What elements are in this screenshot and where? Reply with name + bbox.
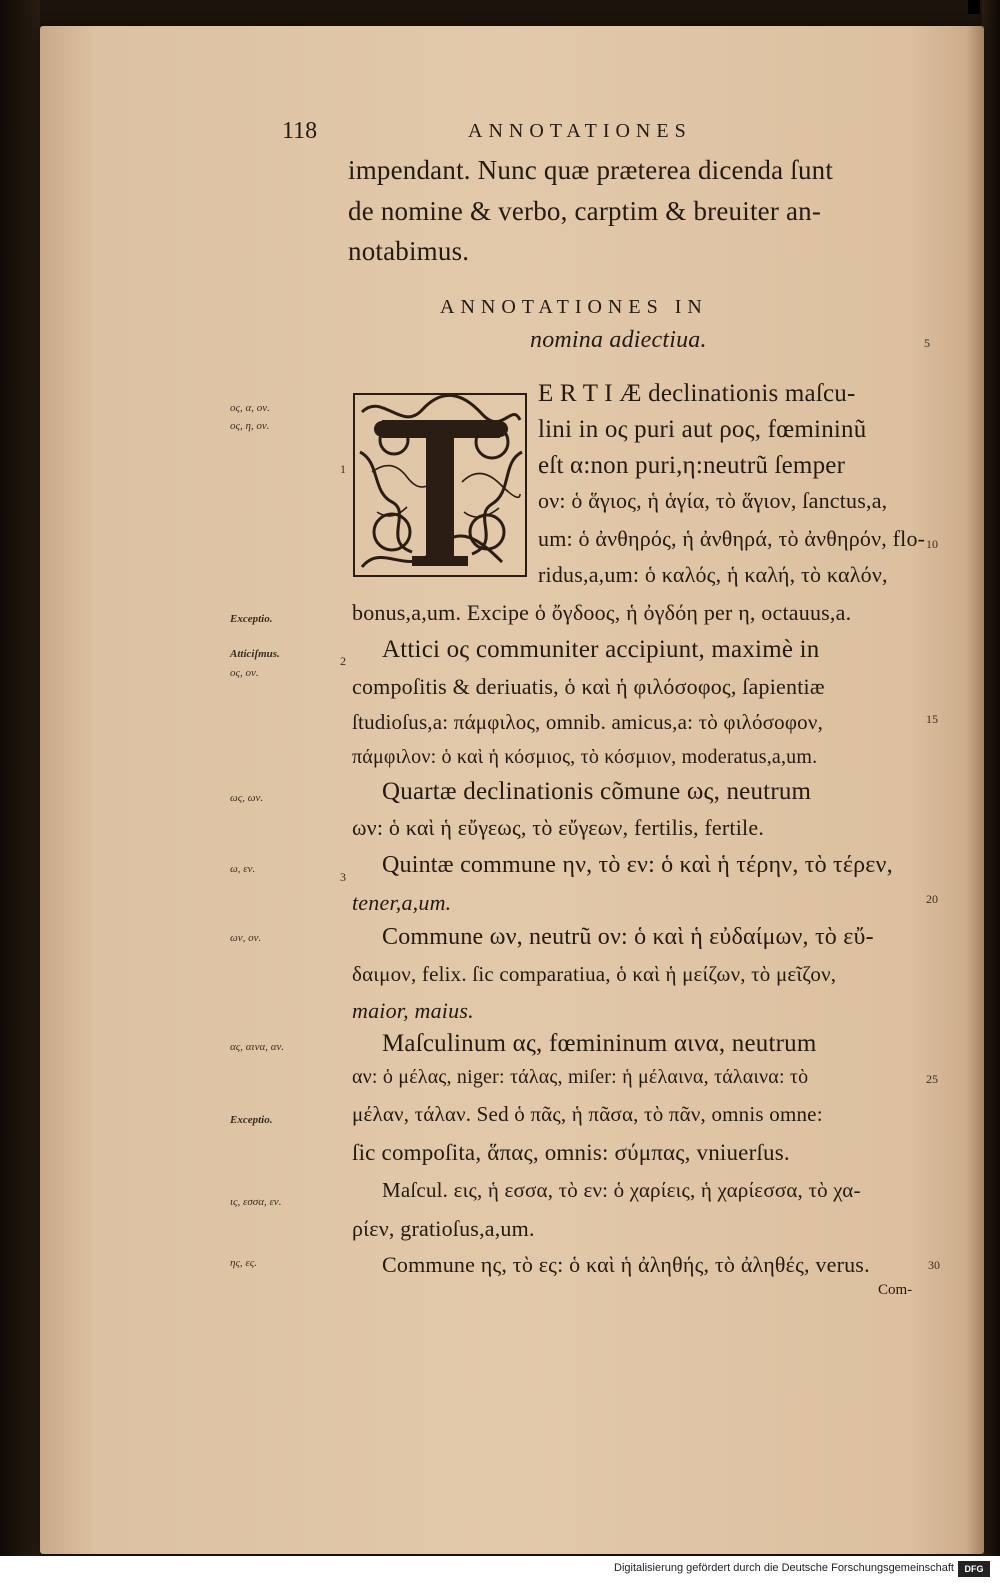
body-line: αν: ὁ μέλας, niger: τάλας, miſer: ἡ μέλαινα, τάλαινα: τὸ bbox=[352, 1066, 809, 1088]
body-line: ſtudioſus,a: πάμφιλος, omnib. amicus,a: τὸ φιλόσοφον, bbox=[352, 710, 824, 734]
decorated-initial-t bbox=[352, 392, 528, 578]
body-line: ων: ὁ καὶ ἡ εὔγεως, τὸ εὔγεων, fertilis, fertile. bbox=[352, 815, 765, 840]
margin-note: ος, ον. bbox=[230, 667, 259, 679]
scan-color-bar bbox=[968, 0, 980, 14]
book-edge-right bbox=[982, 0, 1000, 1584]
body-line: ſic compoſita, ἅπας, omnis: σύμπας, vniuerſus. bbox=[352, 1140, 790, 1165]
body-line: Quartæ declinationis cõmune ως, neutrum bbox=[382, 778, 812, 805]
body-line: Maſcul. εις, ἡ εσσα, τὸ εν: ὁ χαρίεις, ἡ χαρίεσσα, τὸ χα- bbox=[382, 1178, 861, 1202]
margin-note: ις, εσσα, εν. bbox=[230, 1196, 282, 1208]
margin-note-exceptio: Exceptio. bbox=[230, 613, 273, 625]
margin-note: ως, ων. bbox=[230, 792, 264, 804]
body-line: Commune ων, neutrũ ον: ὁ καὶ ἡ εὐδαίμων, τὸ εὔ- bbox=[382, 924, 874, 950]
body-line: Commune ης, τὸ ες: ὁ καὶ ἡ ἀληθής, τὸ ἀληθές, verus. bbox=[382, 1252, 870, 1277]
book-spine-shadow bbox=[0, 0, 40, 1584]
margin-note: ω, εν. bbox=[230, 863, 256, 875]
footer-credit: Digitalisierung gefördert durch die Deutsche Forschungsgemeinschaft bbox=[614, 1562, 954, 1574]
line-number: 15 bbox=[926, 712, 938, 726]
margin-note: ων, ον. bbox=[230, 932, 262, 944]
margin-note-exceptio: Exceptio. bbox=[230, 1114, 273, 1126]
body-line: E R T I Æ declinationis maſcu- bbox=[538, 380, 856, 407]
running-title: ANNOTATIONES bbox=[468, 120, 692, 142]
margin-note-atticismus: Atticiſmus. bbox=[230, 648, 280, 660]
body-line: ρίεν, gratioſus,a,um. bbox=[352, 1216, 535, 1241]
body-line: bonus,a,um. Excipe ὁ ὄγδοος, ἡ ὀγδόη per η, octauus,a. bbox=[352, 600, 852, 625]
body-line: compoſitis & deriuatis, ὁ καὶ ἡ φιλόσοφος, ſapientiæ bbox=[352, 674, 825, 699]
line-number: 10 bbox=[926, 537, 938, 551]
section-subtitle: nomina adiectiua. bbox=[530, 327, 707, 353]
line-number: 25 bbox=[926, 1072, 938, 1086]
body-line: tener,a,um. bbox=[352, 890, 452, 915]
catchword: Com- bbox=[878, 1282, 913, 1298]
body-line: δαιμον, felix. ſic comparatiua, ὁ καὶ ἡ μείζων, τὸ μεῖζον, bbox=[352, 962, 837, 986]
footnote-marker: 1 bbox=[340, 462, 346, 476]
body-line: um: ὁ ἀνθηρός, ἡ ἀνθηρά, τὸ ἀνθηρόν, flo- bbox=[538, 526, 926, 551]
body-line: lini in ος puri aut ρος, fœmininũ bbox=[538, 416, 867, 443]
margin-note: ος, η, ον. bbox=[230, 420, 270, 432]
intro-line: notabimus. bbox=[348, 236, 470, 266]
dfg-logo: DFG bbox=[958, 1561, 990, 1577]
margin-note: ος, α, ον. bbox=[230, 402, 270, 414]
section-title: ANNOTATIONES IN bbox=[440, 296, 708, 318]
page-edge-shading bbox=[966, 26, 984, 1554]
body-line: Quintæ commune ην, τὸ εν: ὁ καὶ ἡ τέρην, τὸ τέρεν, bbox=[382, 852, 893, 878]
body-line: Maſculinum ας, fœmininum αινα, neutrum bbox=[382, 1030, 817, 1057]
body-line: maior, maius. bbox=[352, 998, 474, 1023]
line-number: 5 bbox=[924, 336, 930, 350]
footnote-marker: 3 bbox=[340, 870, 346, 884]
page-number: 118 bbox=[282, 118, 318, 144]
line-number: 30 bbox=[928, 1258, 940, 1272]
body-line: ridus,a,um: ὁ καλός, ἡ καλή, τὸ καλόν, bbox=[538, 562, 888, 587]
body-line: μέλαν, τάλαν. Sed ὁ πᾶς, ἡ πᾶσα, τὸ πᾶν, omnis omne: bbox=[352, 1102, 823, 1126]
margin-note: ης, ες. bbox=[230, 1257, 257, 1269]
body-line: eſt α:non puri,η:neutrũ ſemper bbox=[538, 452, 846, 479]
digitization-footer bbox=[0, 1556, 1000, 1584]
body-line: Attici ος communiter accipiunt, maximè in bbox=[382, 636, 820, 663]
footnote-marker: 2 bbox=[340, 654, 346, 668]
line-number: 20 bbox=[926, 892, 938, 906]
margin-note: ας, αινα, αν. bbox=[230, 1041, 285, 1053]
intro-line: de nomine & verbo, carptim & breuiter an- bbox=[348, 196, 822, 226]
body-line: πάμφιλον: ὁ καὶ ἡ κόσμιος, τὸ κόσμιον, moderatus,a,um. bbox=[352, 746, 818, 768]
body-line: ον: ὁ ἅγιος, ἡ ἁγία, τὸ ἅγιον, ſanctus,a, bbox=[538, 488, 888, 513]
intro-line: impendant. Nunc quæ præterea dicenda ſunt bbox=[348, 155, 834, 185]
